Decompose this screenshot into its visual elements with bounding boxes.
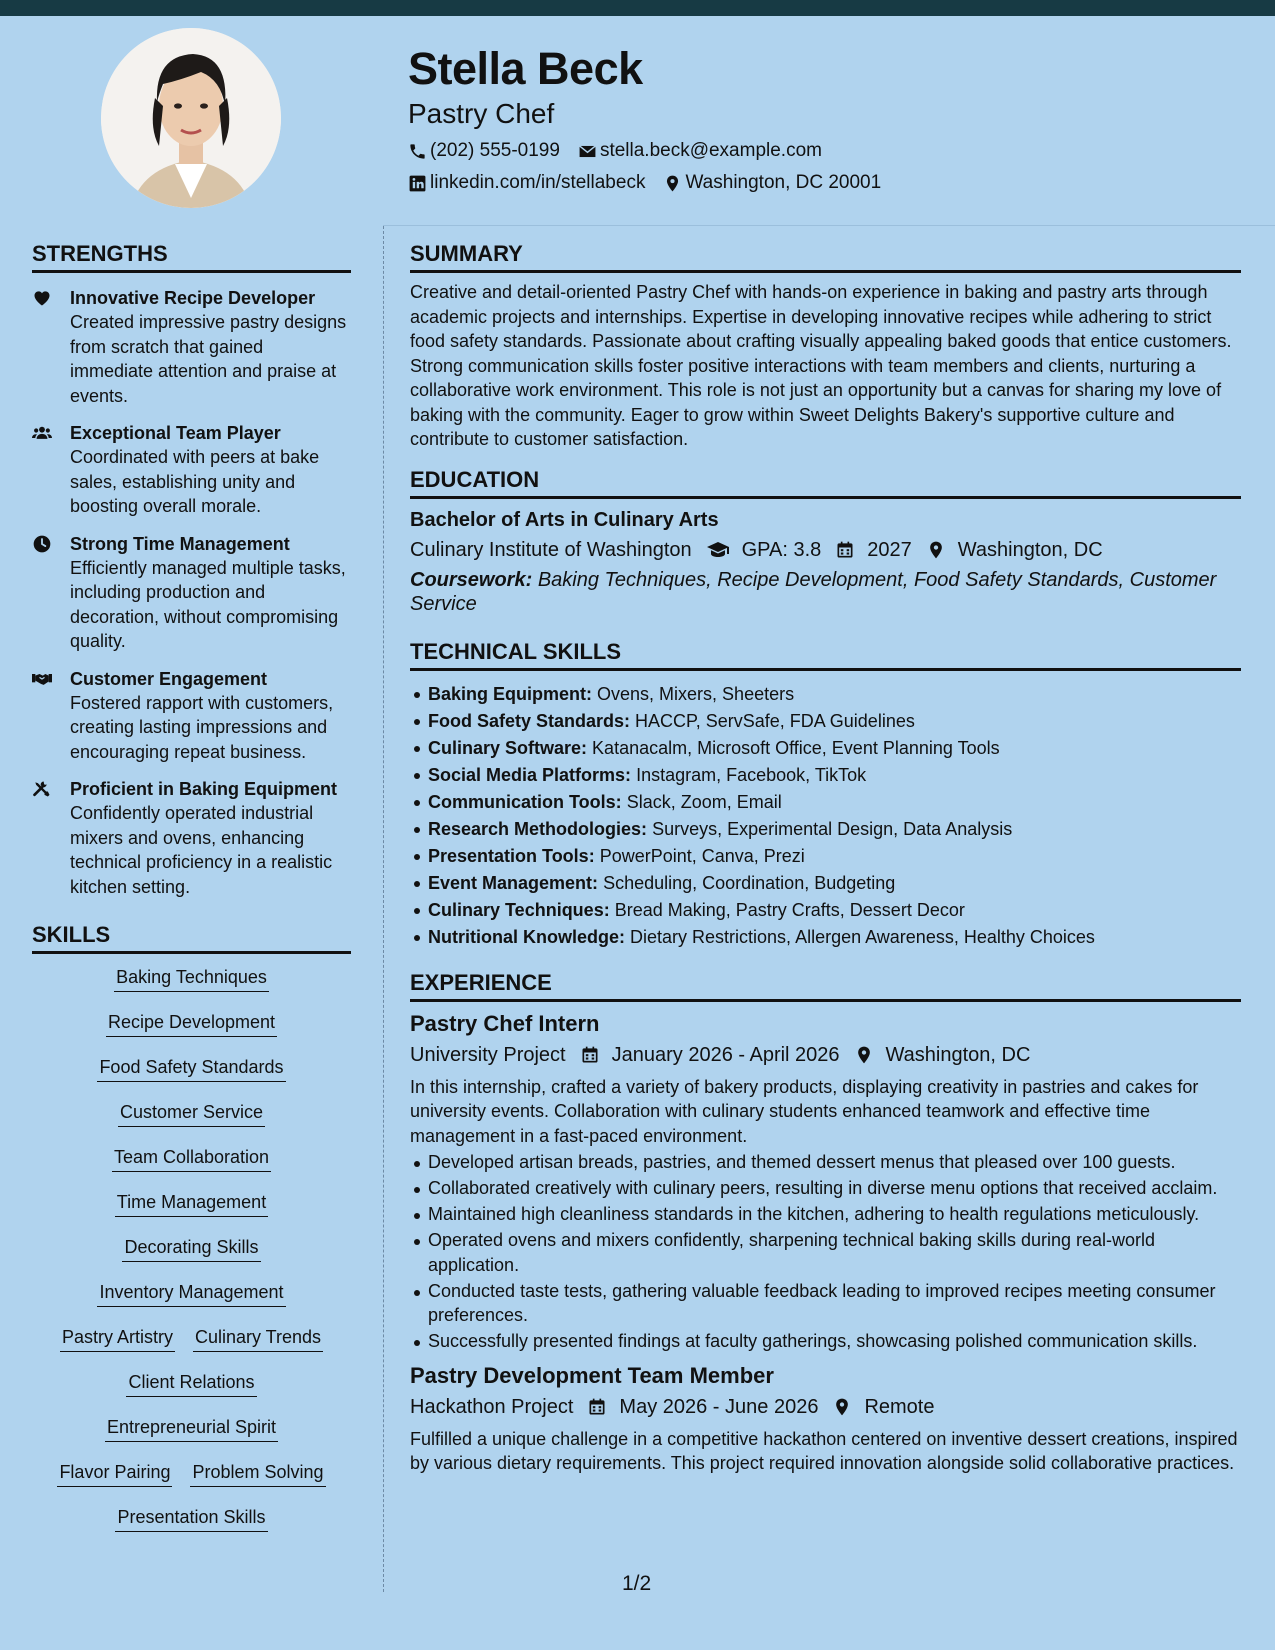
technical-skill-label: Food Safety Standards: (428, 710, 631, 731)
degree: Bachelor of Arts in Culinary Arts (410, 508, 719, 531)
skill-row (106, 1506, 276, 1551)
graduation-cap-icon (706, 538, 730, 562)
strength-desc: Created impressive pastry designs from scratch that gained immediate attention and praise at events. (70, 312, 347, 406)
map-pin-icon (832, 1397, 852, 1417)
calendar-icon (580, 1045, 600, 1065)
skill-tag: Baking Techniques (114, 966, 269, 992)
map-pin-icon (854, 1045, 874, 1065)
technical-skill-item (410, 708, 1241, 735)
job-role: Pastry Development Team Member (410, 1362, 774, 1388)
job-description: In this internship, crafted a variety of bakery products, displaying creativity in pastries and cakes for university events. Collaboration with culinary students enhanced teamwork and effective time management in a fast-paced environment. (410, 1076, 1199, 1146)
contact-row-2 (408, 171, 1248, 195)
skill-tag: Food Safety Standards (97, 1056, 285, 1082)
technical-skill-item (410, 924, 1241, 951)
technical-skill-value: Surveys, Experimental Design, Data Analysis (652, 818, 1013, 839)
technical-skill-value: Instagram, Facebook, TikTok (636, 764, 867, 785)
job-description: Fulfilled a unique challenge in a competitive hackathon centered on inventive dessert creations, inspired by various dietary requirements. This project required innovation alongside solid collaborative practices. (410, 1428, 1238, 1473)
technical-skill-label: Culinary Software: (428, 737, 588, 758)
job-bullets (410, 1150, 1241, 1354)
strength-title: Strong Time Management (70, 533, 290, 554)
profile-photo (101, 28, 281, 208)
strength-title: Customer Engagement (70, 668, 268, 689)
strength-desc: Fostered rapport with customers, creating lasting impressions and encouraging repeat business. (70, 692, 334, 762)
skill-tag: Flavor Pairing (57, 1461, 172, 1487)
skill-row (113, 1236, 269, 1281)
skill-tag: Client Relations (126, 1371, 256, 1397)
technical-skills-section (410, 638, 1241, 951)
contact-email[interactable] (578, 139, 822, 163)
technical-skill-label: Culinary Techniques: (428, 899, 610, 920)
technical-skill-value: HACCP, ServSafe, FDA Guidelines (635, 710, 915, 731)
skill-tag: Recipe Development (106, 1011, 277, 1037)
job-entry (410, 1362, 1241, 1476)
coursework-label: Coursework: (410, 568, 533, 591)
skill-tag: Inventory Management (97, 1281, 285, 1307)
technical-skill-value: PowerPoint, Canva, Prezi (599, 845, 805, 866)
strengths-heading: STRENGTHS (32, 240, 351, 273)
clock-icon (32, 534, 52, 554)
skill-tag: Team Collaboration (112, 1146, 271, 1172)
phone-icon (408, 142, 427, 161)
job-dates: January 2026 - April 2026 (611, 1043, 840, 1066)
education-meta (410, 537, 1241, 563)
skill-row (117, 1371, 265, 1416)
technical-skill-item (410, 681, 1241, 708)
strength-title: Proficient in Baking Equipment (70, 779, 338, 799)
technical-skill-item (410, 762, 1241, 789)
skills-heading: SKILLS (32, 921, 351, 954)
job-role: Pastry Chef Intern (410, 1010, 600, 1036)
strength-item (32, 286, 351, 408)
school-location: Washington, DC (957, 538, 1103, 561)
technical-skills-heading: TECHNICAL SKILLS (410, 638, 1241, 671)
tools-icon (32, 779, 52, 799)
skill-tag: Time Management (115, 1191, 268, 1217)
technical-skill-item (410, 789, 1241, 816)
page-number: 1/2 (622, 1572, 652, 1595)
skills-list (32, 966, 351, 1551)
skill-row (88, 1281, 294, 1326)
school-name: Culinary Institute of Washington (410, 538, 692, 561)
skill-row (97, 1011, 286, 1056)
heart-icon (32, 288, 52, 308)
skill-tag: Culinary Trends (193, 1326, 323, 1352)
job-entry (410, 1010, 1241, 1354)
job-location: Remote (864, 1395, 935, 1418)
skill-tag: Problem Solving (190, 1461, 325, 1487)
job-bullet: Developed artisan breads, pastries, and themed dessert menus that pleased over 100 guests. (410, 1150, 1241, 1175)
coursework-list: Baking Techniques, Recipe Development, Food Safety Standards, Customer Service (410, 568, 1217, 615)
technical-skill-item (410, 843, 1241, 870)
summary-heading: SUMMARY (410, 240, 1241, 273)
technical-skills-list (410, 681, 1241, 951)
job-meta (410, 1394, 1241, 1420)
strength-desc: Efficiently managed multiple tasks, including production and decoration, without compromising quality. (70, 557, 346, 651)
phone-text: (202) 555-0199 (430, 140, 560, 161)
location-text: Washington, DC 20001 (685, 172, 882, 193)
technical-skill-value: Slack, Zoom, Email (626, 791, 782, 812)
job-location: Washington, DC (885, 1043, 1031, 1066)
technical-skill-label: Nutritional Knowledge: (428, 926, 625, 947)
skill-row (96, 1416, 287, 1461)
skill-tag: Decorating Skills (122, 1236, 260, 1262)
envelope-icon (578, 142, 597, 161)
technical-skill-item (410, 870, 1241, 897)
right-column (410, 240, 1241, 1476)
contact-phone[interactable] (408, 139, 560, 163)
strength-title: Innovative Recipe Developer (70, 288, 316, 308)
technical-skill-value: Ovens, Mixers, Sheeters (597, 683, 795, 704)
skill-tag: Pastry Artistry (60, 1326, 175, 1352)
technical-skill-label: Social Media Platforms: (428, 764, 632, 785)
technical-skill-label: Event Management: (428, 872, 599, 893)
gpa: GPA: 3.8 (741, 538, 822, 561)
jobs-list (410, 1010, 1241, 1476)
skill-row (88, 1056, 294, 1101)
skill-row (103, 1146, 280, 1191)
job-bullet: Operated ovens and mixers confidently, sharpening technical baking skills during real-world application. (410, 1228, 1241, 1277)
strength-item (32, 667, 351, 765)
graduation-year: 2027 (867, 538, 912, 561)
education-heading: EDUCATION (410, 466, 1241, 499)
job-dates: May 2026 - June 2026 (619, 1395, 819, 1418)
resume-header (408, 40, 1248, 195)
skill-row (106, 1191, 277, 1236)
job-org: Hackathon Project (410, 1395, 574, 1418)
summary-text: Creative and detail-oriented Pastry Chef with hands-on experience in baking and pastry arts through academic projects and internships. Expertise in developing innovative recipes while adhering to strict food safety standards. Passionate about crafting visually appealing baked goods that entice customers. Strong communication skills foster positive interactions with team members and clients, nurturing a collaborative work environment. This role is not just an opportunity but a canvas for sharing my love of baking with the community. Eager to grow within Sweet Delights Bakery's supportive culture and contribute to customer satisfaction. (410, 282, 1232, 449)
technical-skill-value: Scheduling, Coordination, Budgeting (603, 872, 896, 893)
header-divider (383, 225, 1275, 226)
technical-skill-value: Bread Making, Pastry Crafts, Dessert Decor (614, 899, 965, 920)
skill-row (105, 966, 278, 1011)
top-bar (0, 0, 1275, 16)
skill-tag: Customer Service (118, 1101, 265, 1127)
job-bullet: Conducted taste tests, gathering valuable feedback leading to improved recipes meeting consumer preferences. (410, 1279, 1241, 1328)
contact-linkedin[interactable] (408, 171, 645, 195)
contact-row (408, 139, 1248, 163)
experience-heading: EXPERIENCE (410, 969, 1241, 1002)
users-icon (32, 423, 52, 443)
job-bullet: Collaborated creatively with culinary peers, resulting in diverse menu options that received acclaim. (410, 1176, 1241, 1201)
technical-skill-item (410, 735, 1241, 762)
job-org: University Project (410, 1043, 566, 1066)
skill-tag: Entrepreneurial Spirit (105, 1416, 278, 1442)
job-meta (410, 1042, 1241, 1068)
skill-row (109, 1101, 274, 1146)
email-text: stella.beck@example.com (599, 140, 822, 161)
job-title: Pastry Chef (408, 98, 555, 129)
strength-item (32, 777, 351, 899)
technical-skill-item (410, 897, 1241, 924)
map-pin-icon (663, 174, 682, 193)
job-bullet: Maintained high cleanliness standards in the kitchen, adhering to health regulations meticulously. (410, 1202, 1241, 1227)
technical-skill-label: Communication Tools: (428, 791, 622, 812)
map-pin-icon (926, 540, 946, 560)
strength-desc: Coordinated with peers at bake sales, establishing unity and boosting overall morale. (70, 447, 320, 516)
handshake-icon (32, 669, 52, 689)
linkedin-icon (408, 174, 427, 193)
technical-skill-label: Research Methodologies: (428, 818, 648, 839)
strength-title: Exceptional Team Player (70, 423, 281, 443)
technical-skill-label: Baking Equipment: (428, 683, 593, 704)
strength-item (32, 532, 351, 654)
education-section (410, 466, 1241, 616)
strength-item (32, 421, 351, 519)
job-bullet: Successfully presented findings at faculty gatherings, showcasing polished communication skills. (410, 1329, 1241, 1354)
experience-section (410, 969, 1241, 1476)
strength-desc: Confidently operated industrial mixers and ovens, enhancing technical proficiency in a realistic kitchen setting. (70, 803, 333, 897)
technical-skill-item (410, 816, 1241, 843)
skill-row (51, 1326, 332, 1371)
column-divider (383, 226, 384, 1592)
skill-tag: Presentation Skills (115, 1506, 267, 1532)
contact-location (663, 171, 881, 195)
candidate-name: Stella Beck (408, 43, 643, 94)
skill-row (48, 1461, 334, 1506)
technical-skill-label: Presentation Tools: (428, 845, 595, 866)
technical-skill-value: Katanacalm, Microsoft Office, Event Planning Tools (592, 737, 1000, 758)
coursework (410, 568, 1241, 616)
linkedin-text: linkedin.com/in/stellabeck (430, 172, 646, 193)
technical-skill-value: Dietary Restrictions, Allergen Awareness, Healthy Choices (630, 926, 1095, 947)
calendar-icon (835, 540, 855, 560)
left-column (32, 240, 351, 1551)
calendar-icon (587, 1397, 607, 1417)
